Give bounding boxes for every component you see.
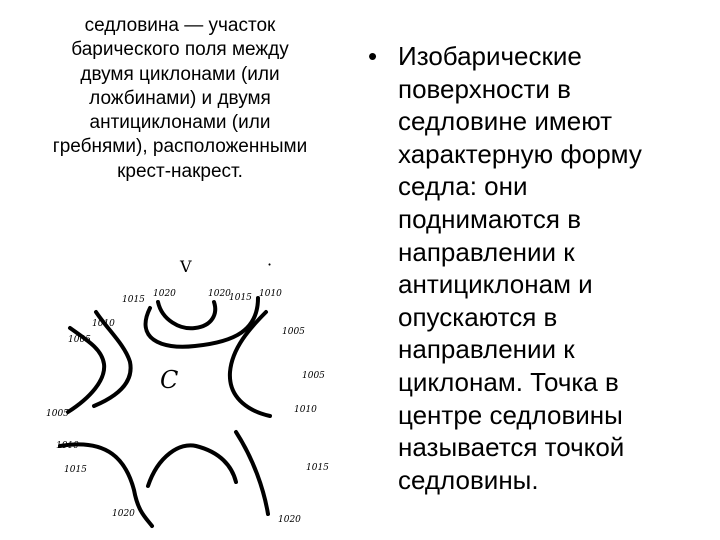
top-dot-mark: · [267, 255, 273, 274]
bullet-line: Изобарические [398, 41, 582, 71]
isobar-bottom-outer [60, 444, 152, 526]
bullet-line: антициклонам и [398, 269, 593, 300]
isobar-top-inner [158, 302, 215, 328]
isobar-label: 1005 [302, 371, 325, 381]
isobar-bottom-right [236, 432, 268, 514]
isobar-right [230, 312, 270, 416]
saddle-isobar-diagram [30, 250, 350, 535]
isobar-label: 1020 [112, 509, 135, 519]
definition-line: крест-накрест. [117, 160, 243, 182]
isobar-label: 1010 [92, 319, 115, 329]
definition-line: ложбинами) и двумя [89, 87, 271, 109]
definition-line: седловина — участок [84, 15, 276, 36]
definition-line: двумя циклонами (или [80, 63, 280, 85]
bullet-line: направлении к [398, 236, 575, 267]
isobar-label: 1020 [153, 289, 176, 299]
isobar-label: 1010 [294, 405, 317, 415]
bullet-marker: • [368, 41, 378, 71]
bullet-line: циклонам. Точка в [398, 366, 619, 397]
bullet-line: центре седловины [398, 399, 623, 430]
definition-line: барического поля между [71, 39, 289, 61]
bullet-line: седловине имеют [398, 106, 613, 137]
bullet-line: седла: они [398, 171, 528, 202]
isobar-label: 1020 [278, 515, 301, 525]
bullet-line: поднимаются в [398, 203, 582, 234]
bullet-line: седловины. [398, 464, 539, 495]
isobar-label: 1020 [208, 289, 231, 299]
isobar-label: 1005 [68, 335, 91, 345]
definition-line: антициклонами (или [89, 112, 271, 134]
isobar-label: 1005 [282, 327, 305, 337]
isobar-label: 1005 [46, 409, 69, 419]
isobar-label: 1010 [56, 441, 79, 451]
isobar-label: 1010 [259, 289, 282, 299]
definition-line: гребнями), расположенными [52, 136, 308, 158]
saddle-point-label: C [160, 366, 179, 394]
isobar-label: 1015 [122, 295, 145, 305]
isobar-label: 1015 [306, 463, 329, 473]
bullet-line: поверхности в [398, 73, 571, 104]
bullet-line: опускаются в [398, 301, 558, 332]
isobar-label: 1015 [229, 293, 252, 303]
bullet-line: называется точкой [398, 432, 625, 463]
isobar-bottom-inner [148, 445, 236, 486]
isobar-map-svg [30, 250, 350, 535]
isobar-label: 1015 [64, 465, 87, 475]
saddle-definition [0, 14, 360, 184]
bullet-line: направлении к [398, 334, 575, 365]
top-mark: V [180, 257, 192, 276]
bullet-text [398, 40, 642, 496]
bullet-line: характерную форму [398, 138, 642, 169]
